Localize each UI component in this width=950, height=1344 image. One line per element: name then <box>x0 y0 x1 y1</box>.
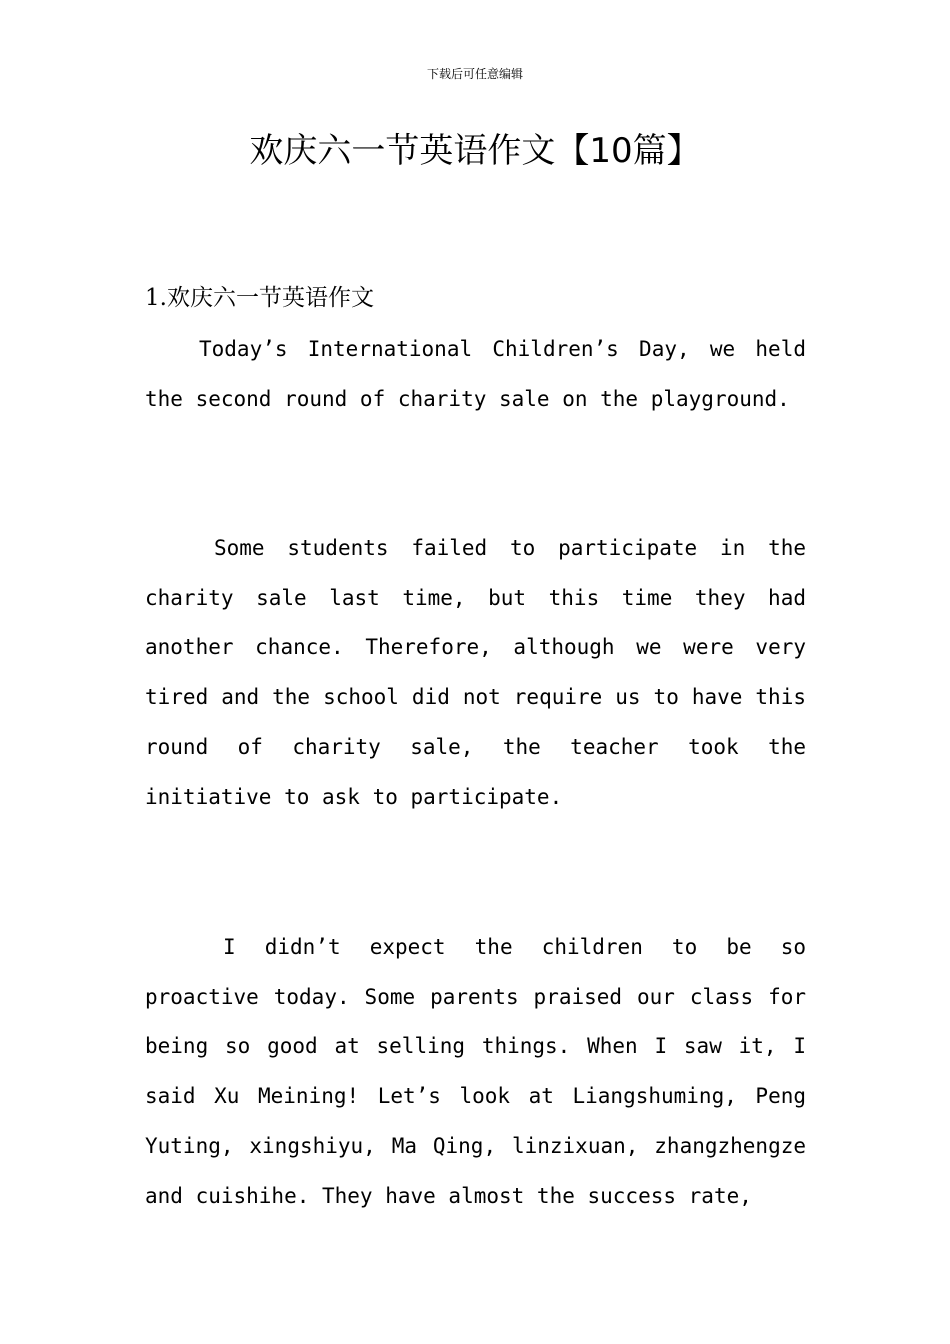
section-heading: 1.欢庆六一节英语作文 <box>145 285 374 311</box>
document-title: 欢庆六一节英语作文【10篇】 <box>249 131 701 171</box>
body-paragraph: Some students failed to participate in the charity sale last time, but this time they had another chance. Therefore, although we were very tired and the school did not require us to have this round of charity sale, the teacher took the initiative to ask to participate. <box>145 536 806 809</box>
body-paragraph: Today’s International Children’s Day, we held the second round of charity sale on the playground. <box>145 337 806 411</box>
page-header-note: 下载后可任意编辑 <box>426 67 523 81</box>
body-paragraph: I didn’t expect the children to be so proactive today. Some parents praised our class for being so good at selling things. When I saw it, I said Xu Meining! Let’s look at Liangshuming, Peng Yuting, xingshiyu, Ma Qing, linzixuan, zhangzhengze and cuishihe. They have almost the success rate, <box>145 935 806 1208</box>
